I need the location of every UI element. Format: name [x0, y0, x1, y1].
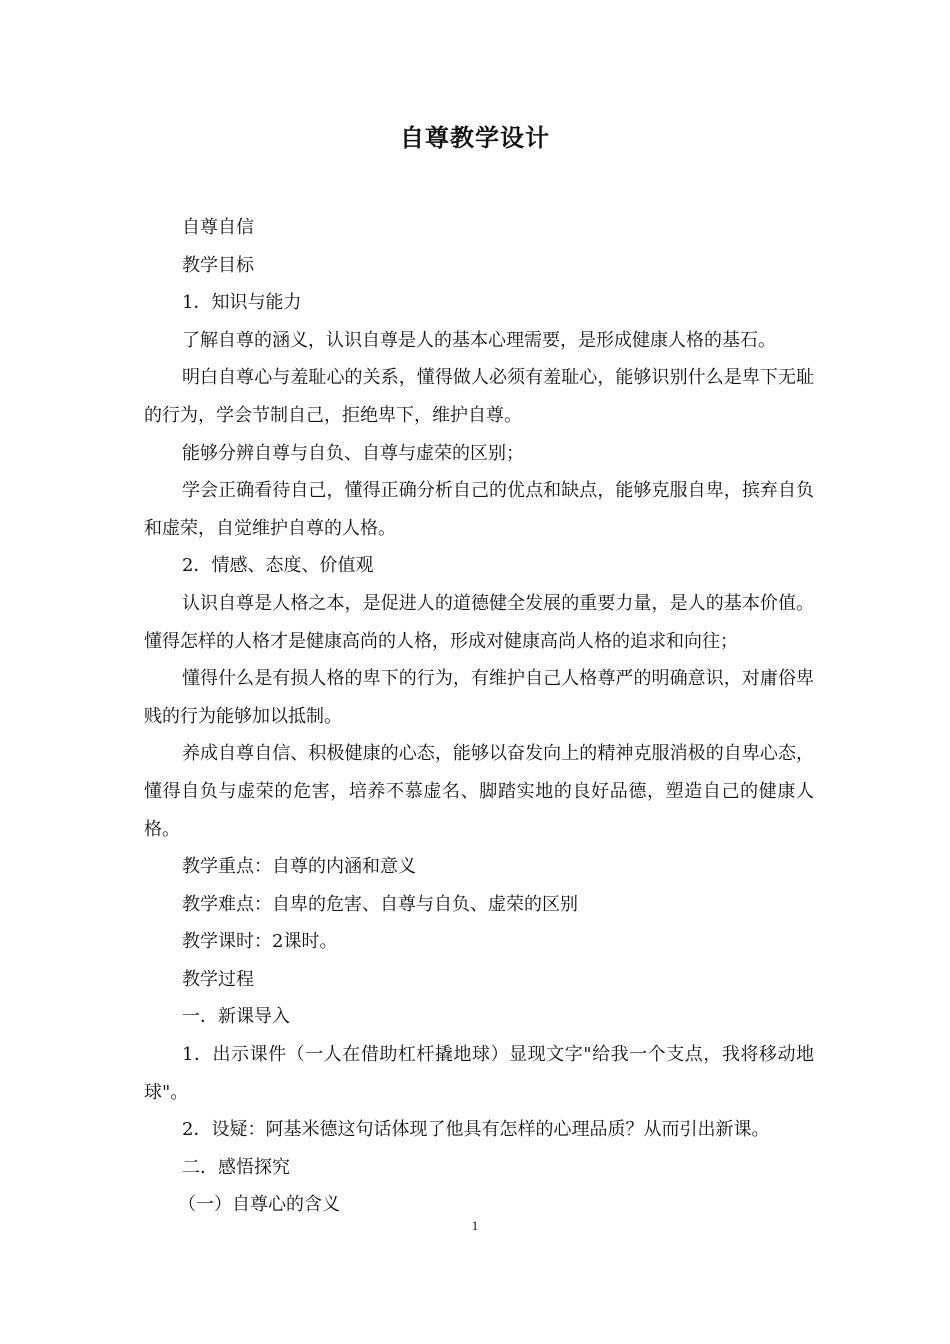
- paragraph: 二．感悟探究: [182, 1156, 290, 1178]
- paragraph: 2．设疑：阿基米德这句话体现了他具有怎样的心理品质？从而引出新课。: [182, 1119, 770, 1141]
- paragraph: 教学难点：自卑的危害、自尊与自负、虚荣的区别: [182, 893, 578, 915]
- paragraph: 1．知识与能力: [182, 292, 302, 314]
- paragraph: （一）自尊心的含义: [178, 1194, 340, 1216]
- paragraph: 学会正确看待自己，懂得正确分析自己的优点和缺点，能够克服自卑，摈弃自负和虚荣，自觉维护自尊的人格。: [144, 480, 814, 539]
- paragraph: 认识自尊是人格之本，是促进人的道德健全发展的重要力量，是人的基本价值。懂得怎样的人格才是健康高尚的人格，形成对健康高尚人格的追求和向往；: [144, 592, 814, 652]
- paragraph: 养成自尊自信、积极健康的心态，能够以奋发向上的精神克服消极的自卑心态，懂得自负与虚荣的危害，培养不慕虚名、脚踏实地的良好品德，塑造自己的健康人格。: [144, 743, 814, 840]
- paragraph: 了解自尊的涵义，认识自尊是人的基本心理需要，是形成健康人格的基石。: [182, 329, 776, 351]
- paragraph: 2．情感、态度、价值观: [182, 555, 374, 577]
- paragraph: 懂得什么是有损人格的卑下的行为，有维护自己人格尊严的明确意识，对庸俗卑贱的行为能够加以抵制。: [144, 668, 814, 727]
- page-number: 1: [471, 1218, 479, 1233]
- paragraph: 明白自尊心与羞耻心的关系，懂得做人必须有羞耻心，能够识别什么是卑下无耻的行为，学会节制自己，拒绝卑下，维护自尊。: [144, 367, 814, 426]
- paragraph: 能够分辨自尊与自负、自尊与虚荣的区别；: [182, 442, 524, 464]
- paragraph: 自尊自信: [182, 217, 254, 238]
- paragraph: 教学课时：2课时。: [182, 931, 338, 953]
- paragraph: 1．出示课件（一人在借助杠杆撬地球）显现文字"给我一个支点，我将移动地球"。: [144, 1044, 814, 1103]
- paragraph: 教学过程: [182, 968, 254, 990]
- document-body: [144, 209, 814, 1224]
- paragraph: 教学目标: [182, 254, 254, 276]
- paragraph: 教学重点：自尊的内涵和意义: [182, 856, 416, 878]
- document-title: 自尊教学设计: [400, 124, 550, 152]
- paragraph: 一．新课导入: [182, 1006, 290, 1028]
